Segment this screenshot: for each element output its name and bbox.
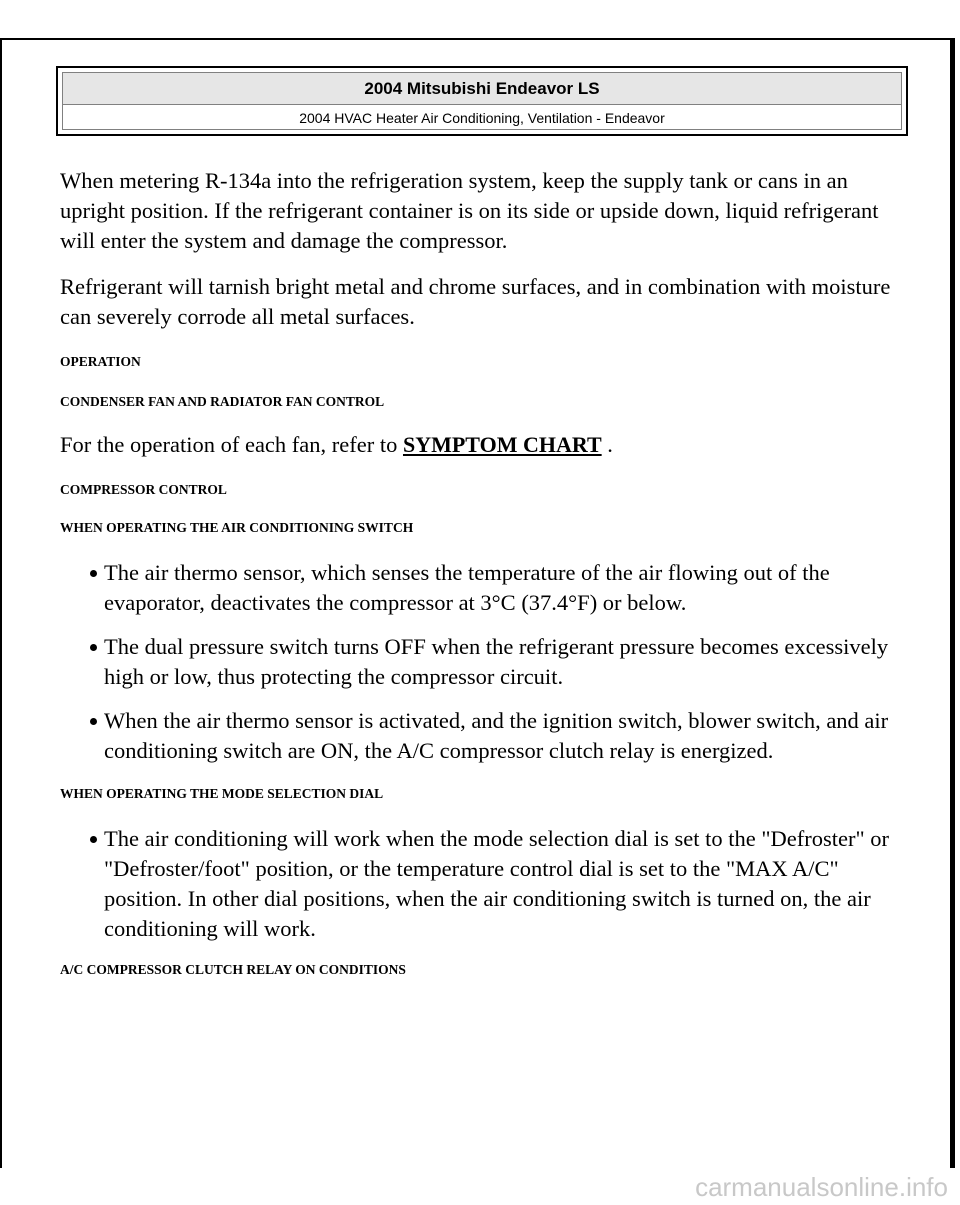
fan-text-suffix: . <box>601 432 613 457</box>
heading-relay-on: A/C COMPRESSOR CLUTCH RELAY ON CONDITIONS <box>60 962 406 977</box>
document-header <box>56 66 908 136</box>
bullet-dot <box>90 570 97 577</box>
heading-ac-switch: WHEN OPERATING THE AIR CONDITIONING SWITCH <box>60 520 414 535</box>
list-item <box>104 706 910 766</box>
document-content <box>60 166 910 978</box>
list-item-text: When the air thermo sensor is activated, and the ignition switch, blower switch, and air conditioning switch are ON, the A/C compressor clutch relay is energized. <box>104 708 889 763</box>
section-subtitle: 2004 HVAC Heater Air Conditioning, Ventilation - Endeavor <box>299 110 665 126</box>
bullet-dot <box>90 836 97 843</box>
bullet-dot <box>90 644 97 651</box>
header-inner <box>62 72 902 130</box>
list-item <box>104 558 910 618</box>
heading-compressor-control: COMPRESSOR CONTROL <box>60 482 227 497</box>
heading-fan-control: CONDENSER FAN AND RADIATOR FAN CONTROL <box>60 394 385 409</box>
watermark: carmanualsonline.info <box>695 1172 948 1202</box>
list-item <box>104 824 910 944</box>
paragraph-fan-operation <box>60 430 910 460</box>
list-item-text: The air conditioning will work when the mode selection dial is set to the "Defroster" or "Defroster/foot" position, or the temperature control dial is set to the "MAX A/C" position. In other dial positions, when the air conditioning switch is turned on, the air conditioning will work. <box>104 826 890 941</box>
paragraph-tarnish: Refrigerant will tarnish bright metal and chrome surfaces, and in combination with moisture can severely corrode all metal surfaces. <box>60 274 891 329</box>
fan-text-prefix: For the operation of each fan, refer to <box>60 432 403 457</box>
ac-switch-list <box>60 558 910 766</box>
heading-mode-dial: WHEN OPERATING THE MODE SELECTION DIAL <box>60 786 384 801</box>
bullet-dot <box>90 718 97 725</box>
paragraph-metering: When metering R-134a into the refrigeration system, keep the supply tank or cans in an upright position. If the refrigerant container is on its side or upside down, liquid refrigerant will enter the system and damage the compressor. <box>60 168 879 253</box>
list-item-text: The dual pressure switch turns OFF when the refrigerant pressure becomes excessively high or low, thus protecting the compressor circuit. <box>104 634 889 689</box>
list-item-text: The air thermo sensor, which senses the temperature of the air flowing out of the evaporator, deactivates the compressor at 3°C (37.4°F) or below. <box>104 560 830 615</box>
symptom-chart-link[interactable]: SYMPTOM CHART <box>402 432 602 457</box>
mode-dial-list <box>60 824 910 944</box>
list-item <box>104 632 910 692</box>
heading-operation: OPERATION <box>60 354 141 369</box>
vehicle-title: 2004 Mitsubishi Endeavor LS <box>63 73 901 105</box>
